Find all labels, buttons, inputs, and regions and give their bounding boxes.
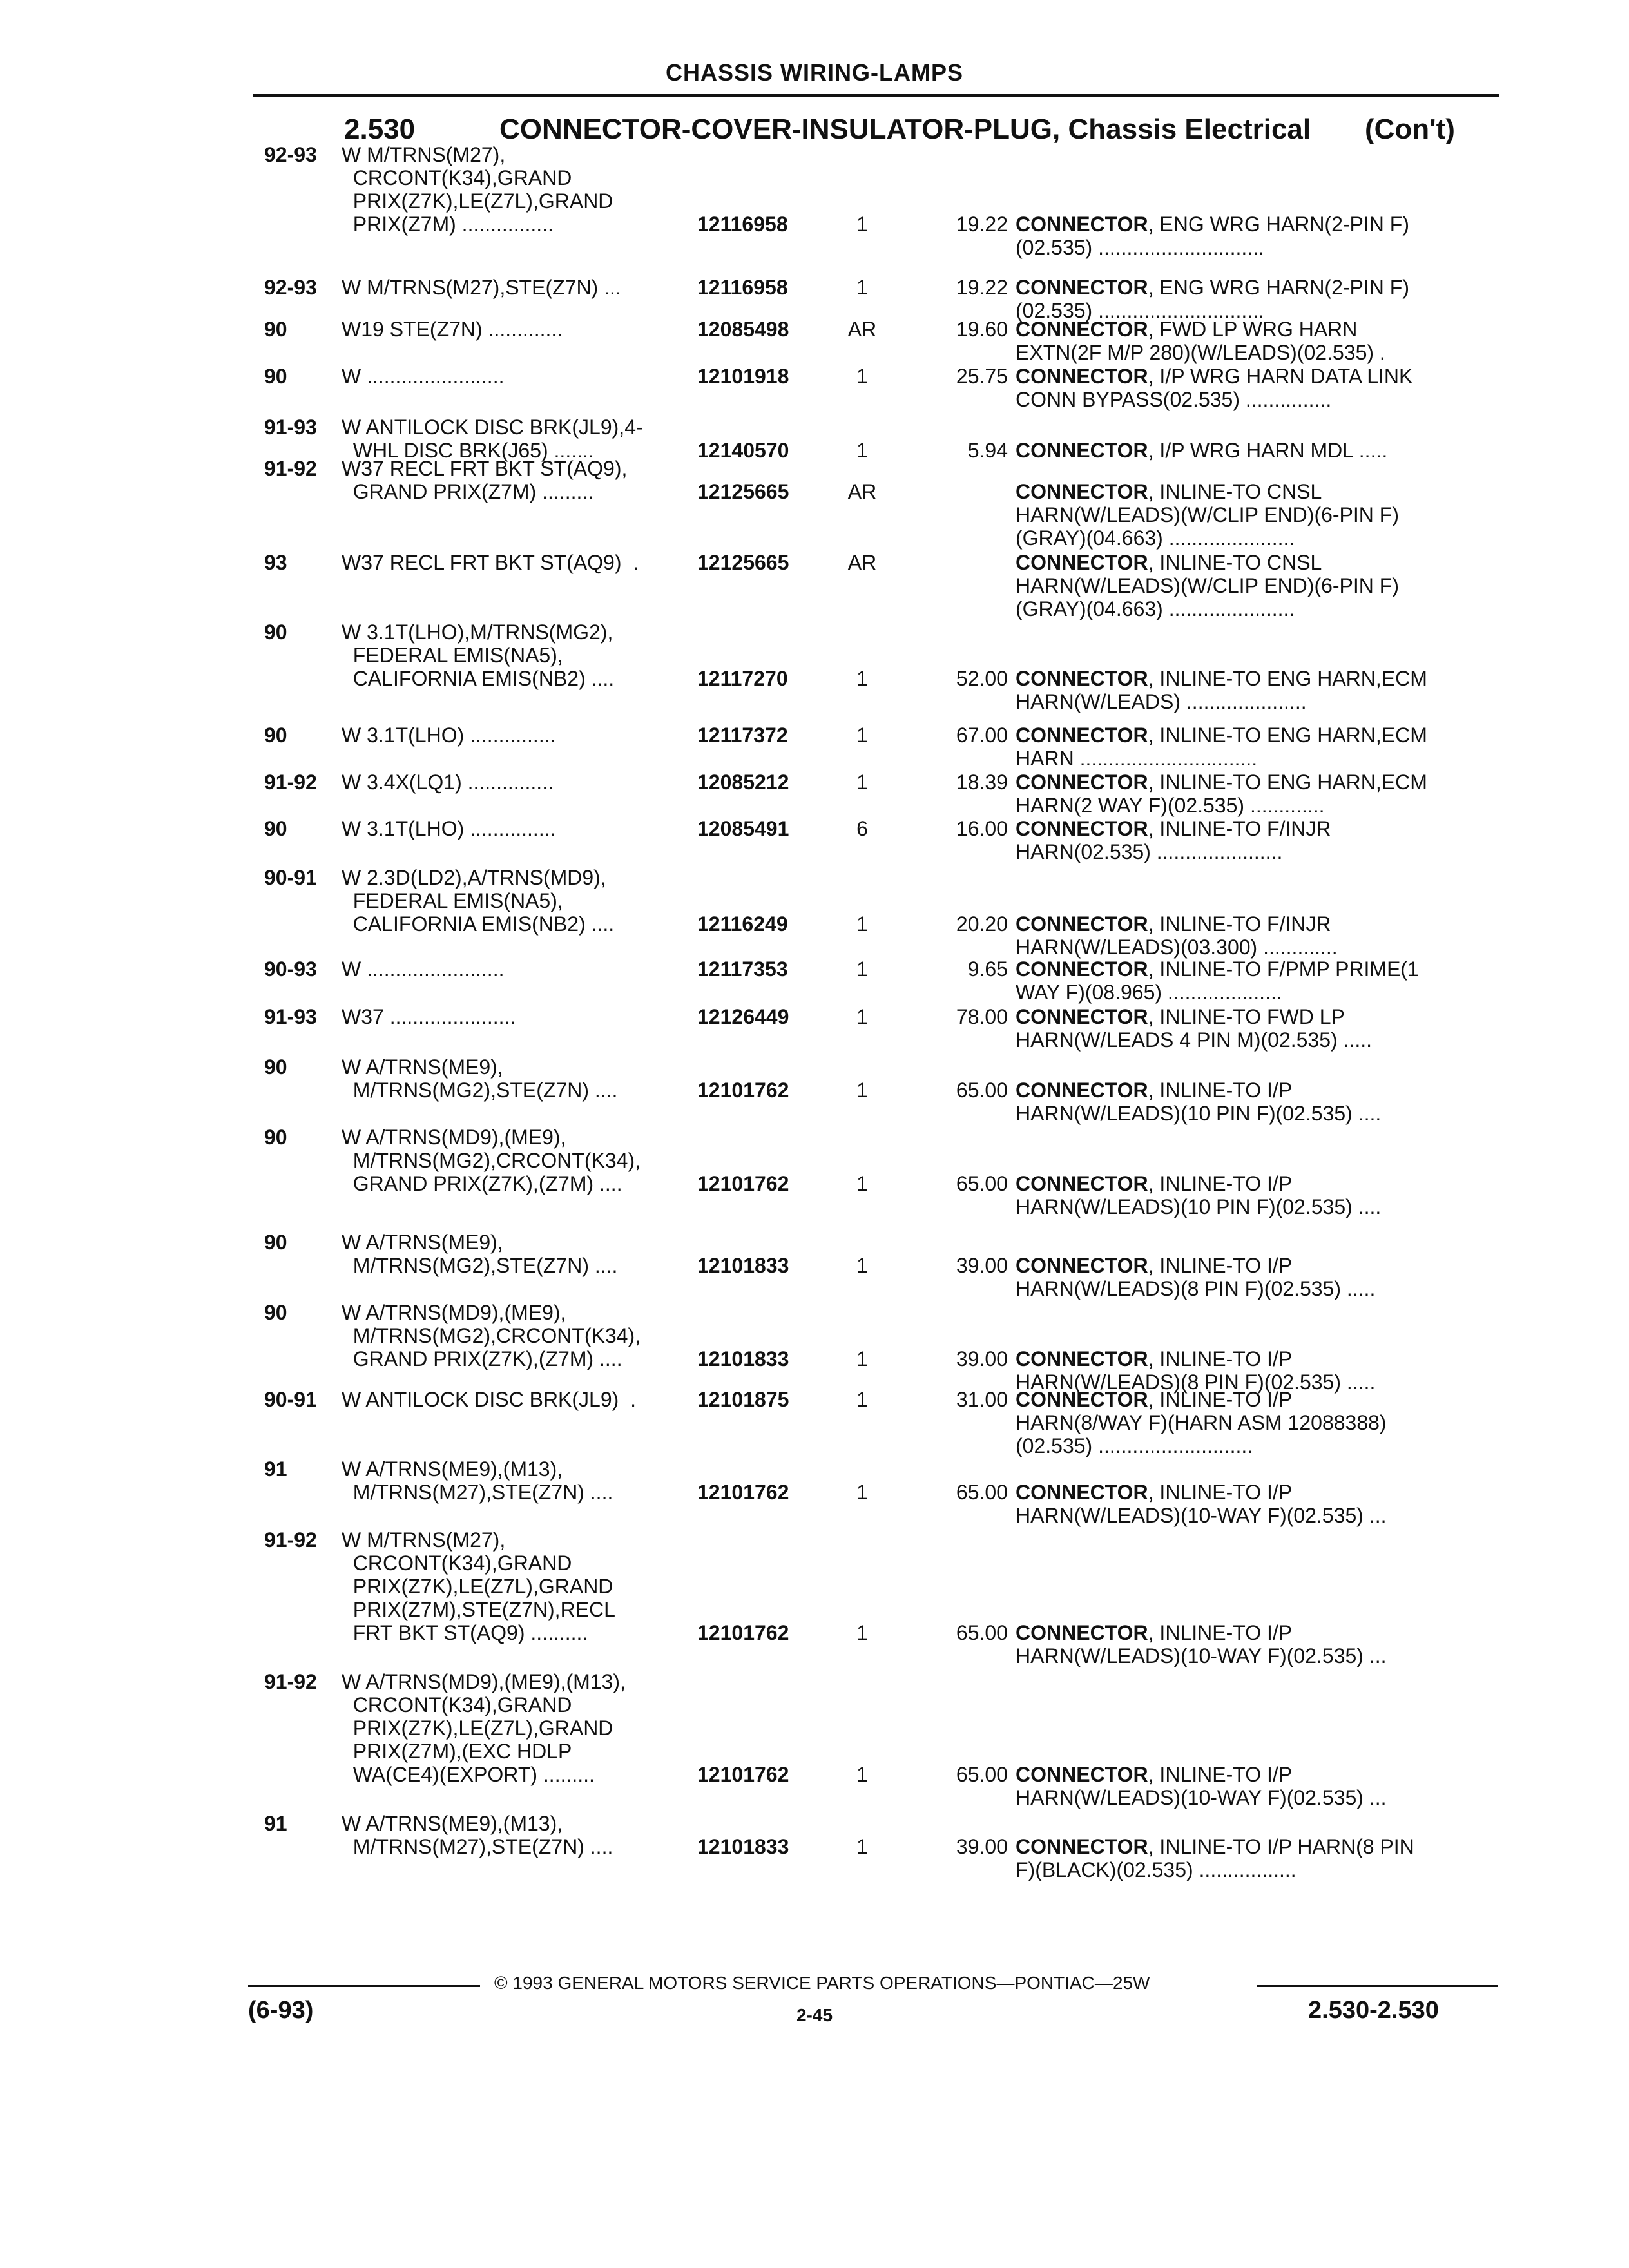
row-description-line: , INLINE-TO I/P: [1148, 1621, 1293, 1644]
row-quantity: AR: [847, 318, 877, 341]
row-application: W A/TRNS(ME9),(M13),: [342, 1812, 563, 1835]
row-application: PRIX(Z7M),(EXC HDLP: [342, 1740, 572, 1763]
section-continued: (Con't): [1365, 113, 1455, 145]
row-description-line: F)(BLACK)(02.535) .................: [1016, 1858, 1296, 1881]
row-description: [1016, 480, 1492, 550]
row-description-name: CONNECTOR: [1016, 276, 1148, 299]
row-application: W19 STE(Z7N) .............: [342, 318, 563, 341]
row-description-line: , INLINE-TO I/P: [1148, 1254, 1293, 1277]
row-quantity: 1: [856, 276, 868, 299]
row-application: GRAND PRIX(Z7K),(Z7M) ....: [342, 1347, 622, 1370]
row-application: W M/TRNS(M27),: [342, 143, 506, 166]
row-application: PRIX(Z7K),LE(Z7L),GRAND: [342, 189, 613, 213]
row-price: 67.00: [956, 724, 1008, 747]
row-part-number: 12116958: [697, 213, 788, 236]
row-description: [1016, 667, 1492, 713]
row-description-line: HARN ...............................: [1016, 747, 1258, 770]
row-application: GRAND PRIX(Z7K),(Z7M) ....: [342, 1172, 622, 1195]
row-description-line: HARN(W/LEADS)(8 PIN F)(02.535) .....: [1016, 1370, 1376, 1394]
row-description-line: HARN(W/LEADS)(03.300) .............: [1016, 936, 1338, 959]
row-quantity: 1: [856, 1763, 868, 1786]
row-application: CALIFORNIA EMIS(NB2) ....: [342, 667, 615, 690]
row-price: 5.94: [967, 439, 1008, 462]
row-description-line: HARN(W/LEADS)(10 PIN F)(02.535) ....: [1016, 1195, 1382, 1218]
row-description-line: (GRAY)(04.663) ......................: [1016, 526, 1295, 550]
row-part-number: 12117270: [697, 667, 788, 690]
row-description-line: HARN(02.535) ......................: [1016, 840, 1283, 863]
row-description-line: , INLINE-TO F/INJR: [1148, 912, 1331, 936]
row-quantity: 1: [856, 1835, 868, 1858]
row-description-line: HARN(2 WAY F)(02.535) .............: [1016, 794, 1325, 817]
row-year: 91-93: [264, 1005, 317, 1028]
row-application: W A/TRNS(MD9),(ME9),(M13),: [342, 1670, 626, 1693]
row-application: W M/TRNS(M27),: [342, 1528, 506, 1552]
row-quantity: AR: [847, 551, 877, 574]
footer-date: (6-93): [248, 1997, 314, 2024]
footer-rule-left: [248, 1985, 480, 1987]
footer-copyright: © 1993 GENERAL MOTORS SERVICE PARTS OPERATIONS—PONTIAC—25W: [494, 1973, 1150, 1993]
row-application: W ........................: [342, 957, 505, 981]
footer-section-range: 2.530-2.530: [1308, 1997, 1439, 2024]
row-description-name: CONNECTOR: [1016, 724, 1148, 747]
row-application: WA(CE4)(EXPORT) .........: [342, 1763, 595, 1786]
row-part-number: 12085498: [697, 318, 789, 341]
row-description-line: HARN(W/LEADS)(10-WAY F)(02.535) ...: [1016, 1504, 1387, 1527]
row-application: CALIFORNIA EMIS(NB2) ....: [342, 912, 615, 936]
row-part-number: 12101875: [697, 1388, 789, 1411]
row-description: [1016, 1481, 1492, 1527]
header-rule: [253, 94, 1499, 97]
row-year: 90: [264, 1126, 287, 1149]
row-price: 25.75: [956, 365, 1008, 388]
row-application: FRT BKT ST(AQ9) ..........: [342, 1621, 588, 1644]
row-price: 65.00: [956, 1481, 1008, 1504]
row-description-line: , INLINE-TO I/P: [1148, 1079, 1293, 1102]
row-quantity: 1: [856, 1172, 868, 1195]
row-application: WHL DISC BRK(J65) .......: [342, 439, 594, 462]
row-price: 19.22: [956, 276, 1008, 299]
row-description-line: HARN(W/LEADS)(W/CLIP END)(6-PIN F): [1016, 574, 1399, 597]
row-application: M/TRNS(MG2),CRCONT(K34),: [342, 1149, 641, 1172]
row-price: 65.00: [956, 1079, 1008, 1102]
row-price: 65.00: [956, 1621, 1008, 1644]
row-price: 65.00: [956, 1172, 1008, 1195]
row-price: 18.39: [956, 771, 1008, 794]
row-part-number: 12125665: [697, 551, 789, 574]
row-description-name: CONNECTOR: [1016, 667, 1148, 690]
row-description: [1016, 957, 1492, 1004]
row-description-name: CONNECTOR: [1016, 1835, 1148, 1858]
row-application: PRIX(Z7K),LE(Z7L),GRAND: [342, 1575, 613, 1598]
row-description: [1016, 912, 1492, 959]
row-description: [1016, 1388, 1492, 1457]
row-price: 20.20: [956, 912, 1008, 936]
row-description: [1016, 1172, 1492, 1218]
row-quantity: 6: [856, 817, 868, 840]
row-description-name: CONNECTOR: [1016, 1388, 1148, 1411]
row-description-line: (02.535) ...........................: [1016, 1434, 1253, 1457]
row-description-name: CONNECTOR: [1016, 1005, 1148, 1028]
row-part-number: 12116249: [697, 912, 788, 936]
row-application: M/TRNS(MG2),STE(Z7N) ....: [342, 1254, 618, 1277]
row-part-number: 12085491: [697, 817, 789, 840]
page-header: CHASSIS WIRING-LAMPS: [665, 59, 963, 86]
row-year: 90: [264, 620, 287, 644]
row-description-line: HARN(W/LEADS)(8 PIN F)(02.535) .....: [1016, 1277, 1376, 1300]
row-year: 90: [264, 724, 287, 747]
row-price: 31.00: [956, 1388, 1008, 1411]
row-application: W 2.3D(LD2),A/TRNS(MD9),: [342, 866, 606, 889]
row-quantity: 1: [856, 1388, 868, 1411]
row-price: 16.00: [956, 817, 1008, 840]
row-part-number: 12101762: [697, 1079, 789, 1102]
row-quantity: 1: [856, 1079, 868, 1102]
row-price: 52.00: [956, 667, 1008, 690]
row-application: FEDERAL EMIS(NA5),: [342, 889, 563, 912]
row-quantity: 1: [856, 957, 868, 981]
row-description: [1016, 724, 1492, 770]
row-price: 19.60: [956, 318, 1008, 341]
row-application: PRIX(Z7M),STE(Z7N),RECL: [342, 1598, 615, 1621]
row-year: 90: [264, 1231, 287, 1254]
row-description-line: , INLINE-TO ENG HARN,ECM: [1148, 724, 1427, 747]
row-part-number: 12116958: [697, 276, 788, 299]
row-application: PRIX(Z7K),LE(Z7L),GRAND: [342, 1716, 613, 1740]
row-year: 91-93: [264, 416, 317, 439]
row-description-line: , INLINE-TO I/P: [1148, 1763, 1293, 1786]
section-title: CONNECTOR-COVER-INSULATOR-PLUG, Chassis Electrical: [499, 113, 1311, 145]
row-description-name: CONNECTOR: [1016, 1254, 1148, 1277]
row-description-line: , INLINE-TO FWD LP: [1148, 1005, 1345, 1028]
row-application: W37 RECL FRT BKT ST(AQ9) .: [342, 551, 639, 574]
row-description-name: CONNECTOR: [1016, 213, 1148, 236]
footer-rule-right: [1257, 1985, 1498, 1987]
row-description-name: CONNECTOR: [1016, 551, 1148, 574]
row-description-line: , I/P WRG HARN MDL .....: [1148, 439, 1388, 462]
row-description-line: , INLINE-TO F/INJR: [1148, 817, 1331, 840]
row-application: M/TRNS(M27),STE(Z7N) ....: [342, 1481, 613, 1504]
row-description-line: , ENG WRG HARN(2-PIN F): [1148, 276, 1409, 299]
row-description-line: (02.535) .............................: [1016, 236, 1264, 259]
row-year: 90: [264, 365, 287, 388]
row-description-line: HARN(W/LEADS)(10-WAY F)(02.535) ...: [1016, 1786, 1387, 1809]
row-description-line: , INLINE-TO CNSL: [1148, 480, 1322, 503]
row-description-line: (02.535) .............................: [1016, 299, 1264, 322]
row-part-number: 12101833: [697, 1835, 789, 1858]
row-application: W ANTILOCK DISC BRK(JL9) .: [342, 1388, 636, 1411]
row-application: FEDERAL EMIS(NA5),: [342, 644, 563, 667]
row-description: [1016, 1835, 1492, 1881]
row-quantity: 1: [856, 1621, 868, 1644]
row-year: 90-91: [264, 1388, 317, 1411]
row-application: W A/TRNS(ME9),(M13),: [342, 1457, 563, 1481]
row-year: 92-93: [264, 276, 317, 299]
row-application: PRIX(Z7M) ................: [342, 213, 554, 236]
row-application: M/TRNS(MG2),STE(Z7N) ....: [342, 1079, 618, 1102]
row-price: 19.22: [956, 213, 1008, 236]
row-application: M/TRNS(M27),STE(Z7N) ....: [342, 1835, 613, 1858]
row-year: 90: [264, 1301, 287, 1324]
row-year: 90: [264, 1055, 287, 1079]
row-quantity: AR: [847, 480, 877, 503]
row-description-line: (GRAY)(04.663) ......................: [1016, 597, 1295, 620]
row-application: CRCONT(K34),GRAND: [342, 1693, 572, 1716]
row-description-name: CONNECTOR: [1016, 318, 1148, 341]
row-application: W 3.1T(LHO),M/TRNS(MG2),: [342, 620, 613, 644]
row-description-line: , INLINE-TO I/P HARN(8 PIN: [1148, 1835, 1414, 1858]
row-description-line: HARN(W/LEADS)(10-WAY F)(02.535) ...: [1016, 1644, 1387, 1667]
row-application: GRAND PRIX(Z7M) .........: [342, 480, 594, 503]
row-application: M/TRNS(MG2),CRCONT(K34),: [342, 1324, 641, 1347]
row-quantity: 1: [856, 439, 868, 462]
row-quantity: 1: [856, 1481, 868, 1504]
row-application: W 3.1T(LHO) ...............: [342, 724, 556, 747]
row-part-number: 12101833: [697, 1347, 789, 1370]
row-description-line: WAY F)(08.965) ....................: [1016, 981, 1282, 1004]
row-description-name: CONNECTOR: [1016, 1481, 1148, 1504]
row-quantity: 1: [856, 1005, 868, 1028]
row-application: CRCONT(K34),GRAND: [342, 166, 572, 189]
row-year: 91: [264, 1812, 287, 1835]
row-year: 91-92: [264, 1528, 317, 1552]
row-quantity: 1: [856, 667, 868, 690]
row-description-line: , INLINE-TO CNSL: [1148, 551, 1322, 574]
row-description-name: CONNECTOR: [1016, 439, 1148, 462]
row-description-line: HARN(8/WAY F)(HARN ASM 12088388): [1016, 1411, 1387, 1434]
row-description-line: , INLINE-TO ENG HARN,ECM: [1148, 667, 1427, 690]
row-part-number: 12125665: [697, 480, 789, 503]
row-year: 92-93: [264, 143, 317, 166]
row-description-name: CONNECTOR: [1016, 1621, 1148, 1644]
row-quantity: 1: [856, 724, 868, 747]
row-description-name: CONNECTOR: [1016, 957, 1148, 981]
row-part-number: 12101762: [697, 1481, 789, 1504]
row-description-line: EXTN(2F M/P 280)(W/LEADS)(02.535) .: [1016, 341, 1385, 364]
row-year: 90: [264, 817, 287, 840]
row-description: [1016, 1079, 1492, 1125]
row-year: 90: [264, 318, 287, 341]
row-price: 65.00: [956, 1763, 1008, 1786]
row-description-line: , INLINE-TO I/P: [1148, 1172, 1293, 1195]
row-description-line: , INLINE-TO I/P: [1148, 1481, 1293, 1504]
row-year: 91-92: [264, 457, 317, 480]
row-part-number: 12085212: [697, 771, 789, 794]
row-description-line: , INLINE-TO ENG HARN,ECM: [1148, 771, 1427, 794]
row-quantity: 1: [856, 912, 868, 936]
row-part-number: 12140570: [697, 439, 789, 462]
row-description-line: , I/P WRG HARN DATA LINK: [1148, 365, 1413, 388]
page-number: 2-45: [796, 2005, 833, 2025]
row-price: 39.00: [956, 1835, 1008, 1858]
row-part-number: 12101762: [697, 1763, 789, 1786]
section-number: 2.530: [344, 113, 416, 145]
row-description: [1016, 365, 1492, 411]
row-application: W37 RECL FRT BKT ST(AQ9),: [342, 457, 628, 480]
row-quantity: 1: [856, 213, 868, 236]
row-part-number: 12101762: [697, 1172, 789, 1195]
row-year: 91: [264, 1457, 287, 1481]
row-year: 90-91: [264, 866, 317, 889]
row-description: [1016, 1005, 1492, 1052]
row-description: [1016, 1763, 1492, 1809]
row-description-line: , FWD LP WRG HARN: [1148, 318, 1358, 341]
row-part-number: 12117372: [697, 724, 788, 747]
row-application: W A/TRNS(ME9),: [342, 1231, 503, 1254]
row-year: 91-92: [264, 771, 317, 794]
row-price: 39.00: [956, 1347, 1008, 1370]
row-description-name: CONNECTOR: [1016, 1079, 1148, 1102]
row-description-line: , INLINE-TO I/P: [1148, 1347, 1293, 1370]
row-quantity: 1: [856, 365, 868, 388]
row-application: W ........................: [342, 365, 505, 388]
row-part-number: 12101833: [697, 1254, 789, 1277]
row-description: [1016, 771, 1492, 817]
row-description-line: HARN(W/LEADS) .....................: [1016, 690, 1307, 713]
row-application: W M/TRNS(M27),STE(Z7N) ...: [342, 276, 621, 299]
row-application: W A/TRNS(ME9),: [342, 1055, 503, 1079]
row-price: 78.00: [956, 1005, 1008, 1028]
row-description-name: CONNECTOR: [1016, 480, 1148, 503]
row-description: [1016, 439, 1492, 462]
row-application: W A/TRNS(MD9),(ME9),: [342, 1126, 566, 1149]
row-part-number: 12101762: [697, 1621, 789, 1644]
row-part-number: 12101918: [697, 365, 789, 388]
row-application: W 3.1T(LHO) ...............: [342, 817, 556, 840]
row-description-line: , ENG WRG HARN(2-PIN F): [1148, 213, 1409, 236]
row-description: [1016, 213, 1492, 259]
row-year: 90-93: [264, 957, 317, 981]
row-year: 93: [264, 551, 287, 574]
row-description-line: HARN(W/LEADS)(10 PIN F)(02.535) ....: [1016, 1102, 1382, 1125]
row-description: [1016, 1254, 1492, 1300]
row-description: [1016, 551, 1492, 620]
row-description: [1016, 1347, 1492, 1394]
row-description: [1016, 318, 1492, 364]
row-description-name: CONNECTOR: [1016, 817, 1148, 840]
row-description-line: CONN BYPASS(02.535) ...............: [1016, 388, 1332, 411]
row-description: [1016, 817, 1492, 863]
row-description: [1016, 1621, 1492, 1667]
row-year: 91-92: [264, 1670, 317, 1693]
row-description: [1016, 276, 1492, 322]
row-price: 39.00: [956, 1254, 1008, 1277]
row-description-line: , INLINE-TO I/P: [1148, 1388, 1293, 1411]
row-application: W ANTILOCK DISC BRK(JL9),4-: [342, 416, 643, 439]
row-description-name: CONNECTOR: [1016, 771, 1148, 794]
row-description-name: CONNECTOR: [1016, 1763, 1148, 1786]
row-description-name: CONNECTOR: [1016, 1172, 1148, 1195]
row-part-number: 12117353: [697, 957, 788, 981]
row-application: W37 ......................: [342, 1005, 516, 1028]
row-description-name: CONNECTOR: [1016, 912, 1148, 936]
row-quantity: 1: [856, 771, 868, 794]
row-description-line: , INLINE-TO F/PMP PRIME(1: [1148, 957, 1419, 981]
row-application: W 3.4X(LQ1) ...............: [342, 771, 554, 794]
row-quantity: 1: [856, 1347, 868, 1370]
row-description-name: CONNECTOR: [1016, 365, 1148, 388]
row-description-line: HARN(W/LEADS 4 PIN M)(02.535) .....: [1016, 1028, 1373, 1052]
row-application: CRCONT(K34),GRAND: [342, 1552, 572, 1575]
row-application: W A/TRNS(MD9),(ME9),: [342, 1301, 566, 1324]
row-price: 9.65: [967, 957, 1008, 981]
row-part-number: 12126449: [697, 1005, 789, 1028]
row-quantity: 1: [856, 1254, 868, 1277]
row-description-line: HARN(W/LEADS)(W/CLIP END)(6-PIN F): [1016, 503, 1399, 526]
row-description-name: CONNECTOR: [1016, 1347, 1148, 1370]
